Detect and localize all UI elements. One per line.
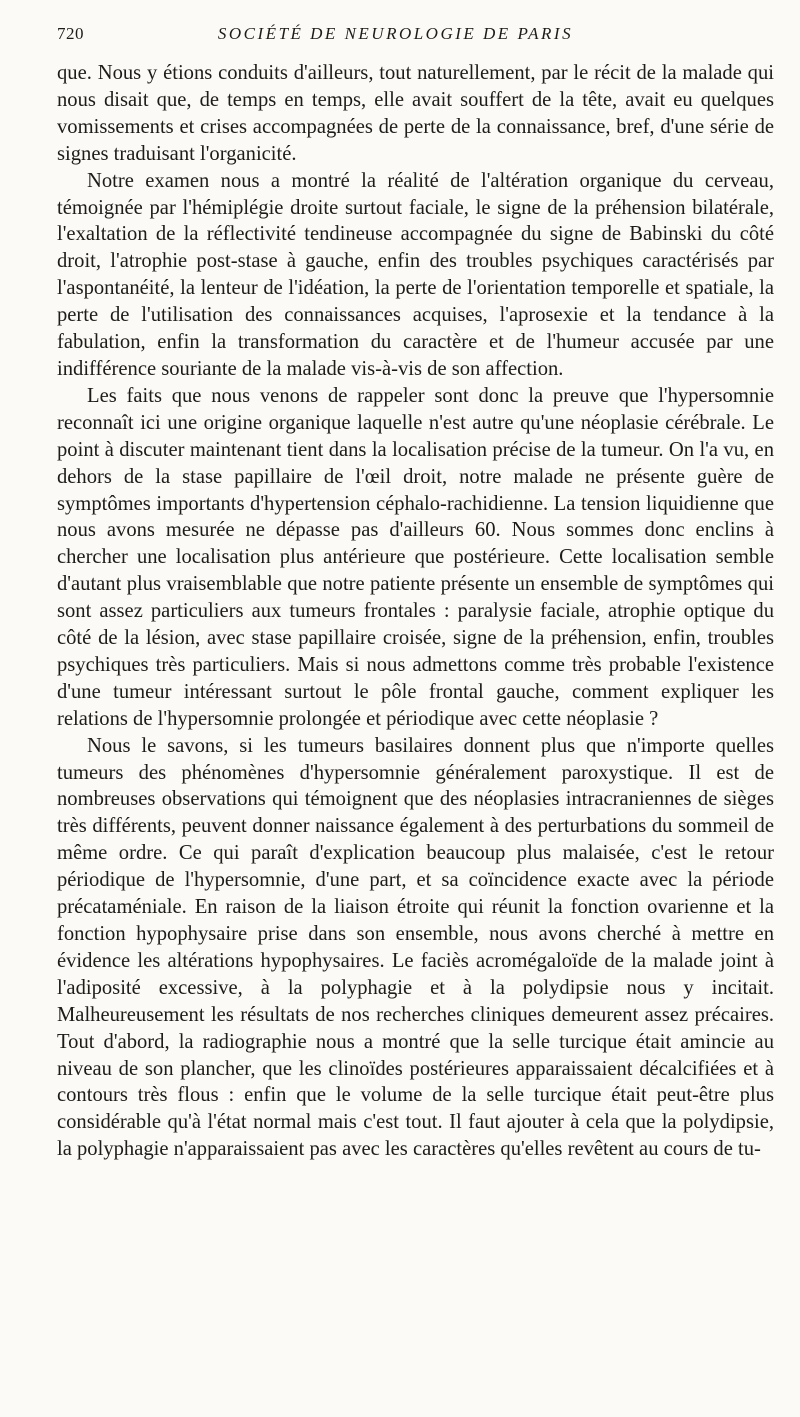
- paragraph-continued: que. Nous y étions conduits d'ailleurs, tout naturellement, par le récit de la malade qui nous disait que, de temps en temps, elle avait souffert de la tête, avait eu quelques vomissements et crises accompagnées de perte de la connaissance, bref, d'une série de signes traduisant l'organicité.: [57, 62, 774, 165]
- page-number: 720: [57, 24, 84, 43]
- paragraph-localisation: Les faits que nous venons de rappeler sont donc la preuve que l'hypersomnie reconnaît ici une origine organique laquelle n'est autre qu'une néoplasie cérébrale. Le point à discuter maintenant tient dans la localisation précise de la tumeur. On l'a vu, en dehors de la stase papillaire de l'œil droit, notre malade ne présente guère de symptômes importants d'hypertension céphalo-rachidienne. La tension liquidienne que nous avons mesurée ne dépasse pas d'ailleurs 60. Nous sommes donc enclins à chercher une localisation plus antérieure que postérieure. Cette localisation semble d'autant plus vraisemblable que notre patiente présente un ensemble de symptômes qui sont assez particuliers aux tumeurs frontales : paralysie faciale, atrophie optique du côté de la lésion, avec stase papillaire croisée, signe de la préhension, enfin, troubles psychiques très particuliers. Mais si nous admettons comme très probable l'existence d'une tumeur intéressant surtout le pôle frontal gauche, comment expliquer les relations de l'hypersomnie prolongée et périodique avec cette néoplasie ?: [57, 384, 774, 730]
- paragraph-hypophysis: Nous le savons, si les tumeurs basilaires donnent plus que n'importe quelles tumeurs des phénomènes d'hypersomnie généralement paroxystique. Il est de nombreuses observations qui témoignent que des néoplasies intracraniennes de sièges très différents, peuvent donner naissance également à des perturbations du sommeil de même ordre. Ce qui paraît d'explication beaucoup plus malaisée, c'est le retour périodique de l'hypersomnie, d'une part, et sa coïncidence exacte avec la période précataméniale. En raison de la liaison étroite qui réunit la fonction ovarienne et la fonction hypophysaire prise dans son ensemble, nous avons cherché à mettre en évidence les altérations hypophysaires. Le faciès acromégaloïde de la malade joint à l'adiposité excessive, à la polyphagie et à la polydipsie nous y incitait. Malheureusement les résultats de nos recherches cliniques demeurent assez précaires. Tout d'abord, la radiographie nous a montré que la selle turcique était amincie au niveau de son plancher, que les clinoïdes postérieures apparaissaient décalcifiées et à contours très flous : enfin que le volume de la selle turcique était peut-être plus considérable qu'à l'état normal mais c'est tout. Il faut ajouter à cela que la polydipsie, la polyphagie n'apparaissaient pas avec les caractères qu'elles revêtent au cours de tu-: [57, 734, 774, 1161]
- running-head: [57, 24, 774, 60]
- paragraph-examination: Notre examen nous a montré la réalité de l'altération organique du cerveau, témoignée par l'hémiplégie droite surtout faciale, le signe de la préhension bilatérale, l'exaltation de la réflectivité tendineuse accompagnée du signe de Babinski du côté droit, l'atrophie post-stase à gauche, enfin des troubles psychiques caractérisés par l'aspontanéité, la lenteur de l'idéation, la perte de l'orientation temporelle et spatiale, la perte de l'utilisation des connaissances acquises, l'aprosexie et la tendance à la fabulation, enfin la transformation du caractère et de l'humeur accusée par une indifférence souriante de la malade vis-à-vis de son affection.: [57, 169, 774, 380]
- article-body: [57, 60, 774, 1163]
- journal-title: SOCIÉTÉ DE NEUROLOGIE DE PARIS: [217, 24, 574, 43]
